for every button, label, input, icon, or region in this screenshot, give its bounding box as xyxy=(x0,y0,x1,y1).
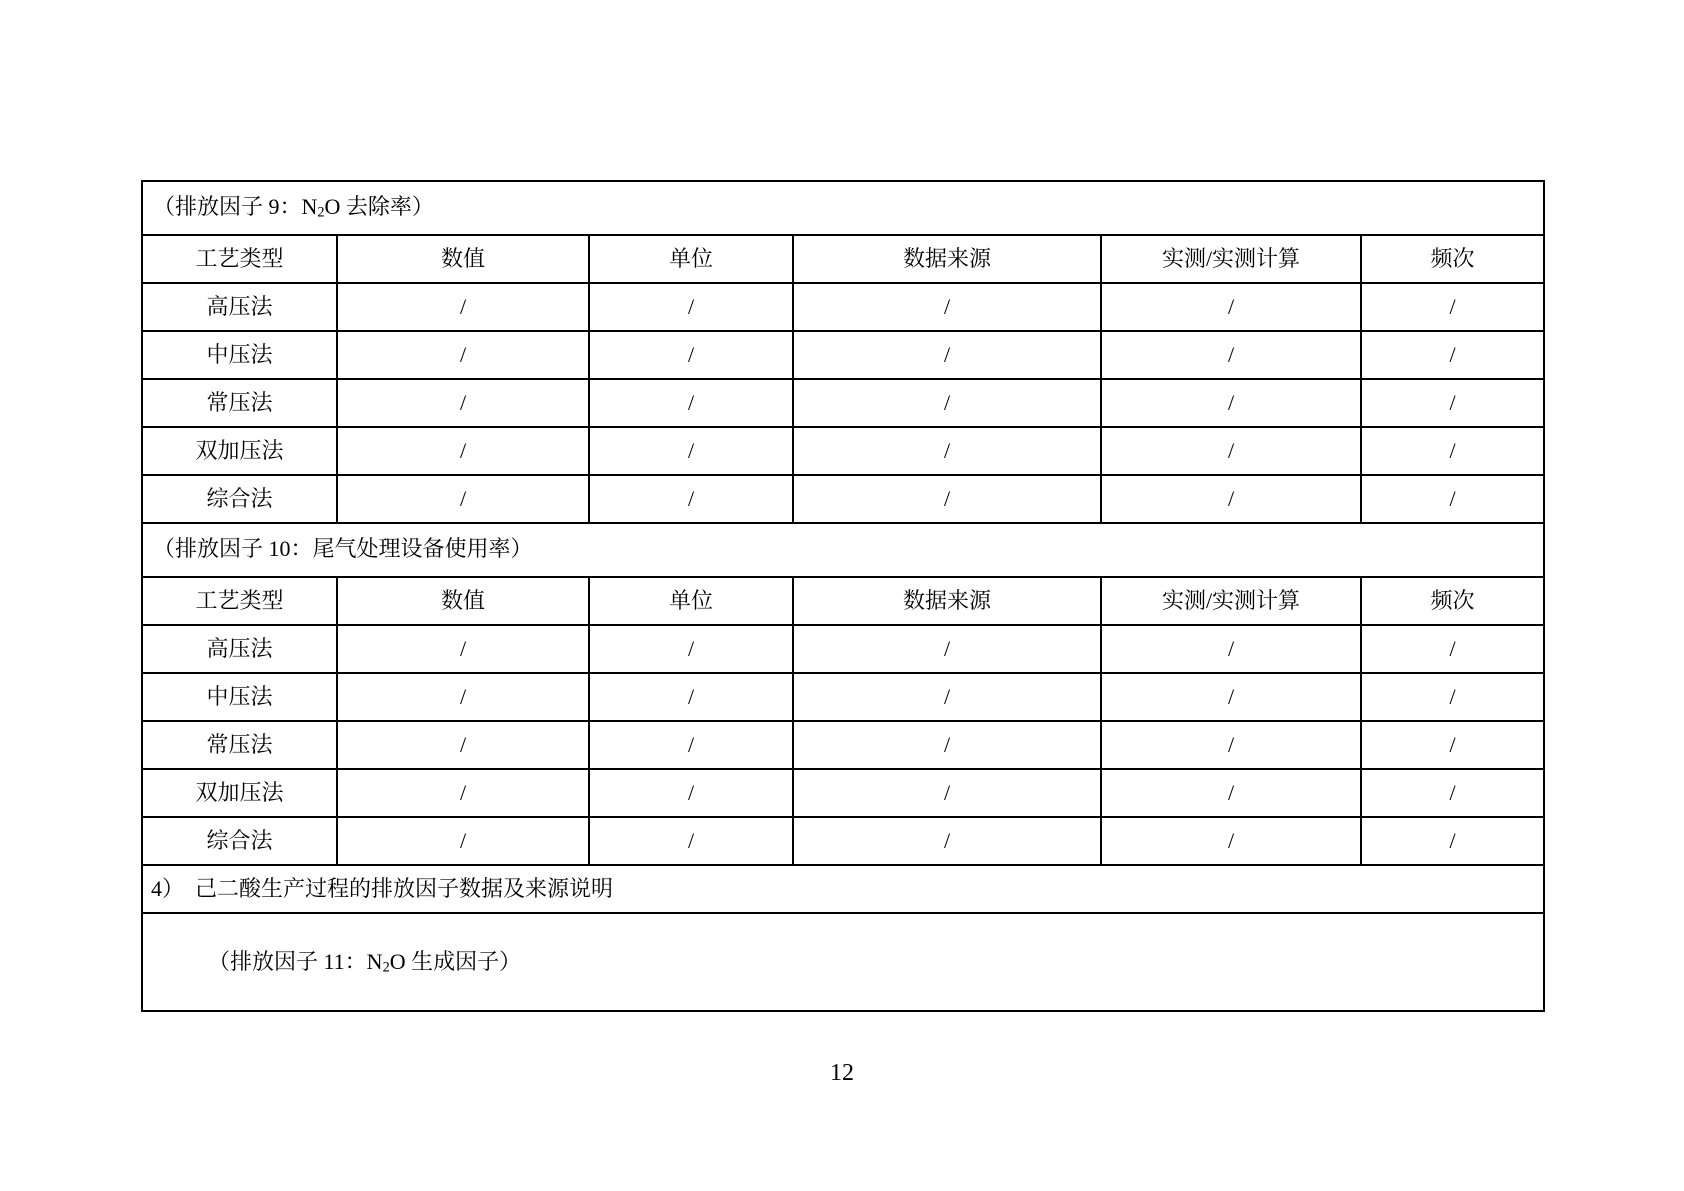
value-cell: / xyxy=(1361,331,1544,379)
column-header: 数值 xyxy=(337,577,589,625)
static-table-sections xyxy=(142,865,1544,1011)
header-row-0 xyxy=(142,235,1544,283)
value-cell: / xyxy=(589,673,793,721)
column-header: 单位 xyxy=(589,577,793,625)
process-type-label: 常压法 xyxy=(142,721,337,769)
value-cell: / xyxy=(1361,427,1544,475)
value-cell: / xyxy=(337,427,589,475)
value-cell: / xyxy=(1361,379,1544,427)
emission-factor-table xyxy=(141,180,1545,1012)
table-row xyxy=(142,475,1544,523)
title-prefix: （排放因子 9：N xyxy=(153,194,318,220)
table-row xyxy=(142,379,1544,427)
process-type-label: 中压法 xyxy=(142,673,337,721)
title-prefix: （排放因子 10：尾气处理设备使用率） xyxy=(153,536,533,562)
value-cell: / xyxy=(337,331,589,379)
title-suffix: O 生成因子） xyxy=(389,948,522,974)
value-cell: / xyxy=(337,769,589,817)
section-title-1 xyxy=(142,523,1544,577)
column-header: 实测/实测计算 xyxy=(1101,235,1361,283)
value-cell: / xyxy=(1101,379,1361,427)
column-header: 实测/实测计算 xyxy=(1101,577,1361,625)
column-header: 数值 xyxy=(337,235,589,283)
value-cell: / xyxy=(1361,721,1544,769)
column-header: 数据来源 xyxy=(793,235,1101,283)
value-cell: / xyxy=(1361,283,1544,331)
title-subscript: 2 xyxy=(382,959,390,976)
column-header: 单位 xyxy=(589,235,793,283)
process-type-label: 中压法 xyxy=(142,331,337,379)
value-cell: / xyxy=(337,379,589,427)
value-cell: / xyxy=(589,283,793,331)
section-title-row-factor-11 xyxy=(142,913,1544,1011)
value-cell: / xyxy=(1361,817,1544,865)
value-cell: / xyxy=(793,475,1101,523)
value-cell: / xyxy=(337,475,589,523)
value-cell: / xyxy=(1101,427,1361,475)
process-type-label: 高压法 xyxy=(142,625,337,673)
value-cell: / xyxy=(793,427,1101,475)
value-cell: / xyxy=(1101,331,1361,379)
table-row xyxy=(142,427,1544,475)
section-title-row-0 xyxy=(142,181,1544,235)
value-cell: / xyxy=(1101,673,1361,721)
process-type-label: 综合法 xyxy=(142,817,337,865)
title-subscript: 2 xyxy=(317,204,325,221)
table-row xyxy=(142,721,1544,769)
process-type-label: 双加压法 xyxy=(142,769,337,817)
column-header: 数据来源 xyxy=(793,577,1101,625)
adipic-acid-note-row xyxy=(142,865,1544,913)
value-cell: / xyxy=(589,331,793,379)
column-header: 工艺类型 xyxy=(142,577,337,625)
table-row xyxy=(142,769,1544,817)
table-row xyxy=(142,673,1544,721)
value-cell: / xyxy=(1101,769,1361,817)
page-number: 12 xyxy=(830,1060,854,1086)
process-type-label: 双加压法 xyxy=(142,427,337,475)
value-cell: / xyxy=(589,769,793,817)
section-title-row-1 xyxy=(142,523,1544,577)
table-row xyxy=(142,625,1544,673)
title-suffix: O 去除率） xyxy=(324,194,434,220)
value-cell: / xyxy=(793,721,1101,769)
value-cell: / xyxy=(1101,721,1361,769)
value-cell: / xyxy=(1361,769,1544,817)
value-cell: / xyxy=(1101,817,1361,865)
generated-table-sections xyxy=(142,181,1544,865)
column-header: 频次 xyxy=(1361,577,1544,625)
value-cell: / xyxy=(1361,673,1544,721)
title-prefix: （排放因子 11：N xyxy=(208,948,383,974)
column-header: 工艺类型 xyxy=(142,235,337,283)
process-type-label: 常压法 xyxy=(142,379,337,427)
value-cell: / xyxy=(1361,475,1544,523)
value-cell: / xyxy=(1101,283,1361,331)
process-type-label: 高压法 xyxy=(142,283,337,331)
value-cell: / xyxy=(589,817,793,865)
table-row xyxy=(142,283,1544,331)
table-row xyxy=(142,817,1544,865)
value-cell: / xyxy=(589,475,793,523)
value-cell: / xyxy=(1101,625,1361,673)
section-title-factor-11 xyxy=(142,913,1544,1011)
value-cell: / xyxy=(793,283,1101,331)
value-cell: / xyxy=(337,625,589,673)
value-cell: / xyxy=(337,283,589,331)
header-row-1 xyxy=(142,577,1544,625)
value-cell: / xyxy=(1101,475,1361,523)
value-cell: / xyxy=(793,331,1101,379)
value-cell: / xyxy=(793,673,1101,721)
column-header: 频次 xyxy=(1361,235,1544,283)
value-cell: / xyxy=(793,817,1101,865)
value-cell: / xyxy=(1361,625,1544,673)
adipic-acid-note-text: 4） 己二酸生产过程的排放因子数据及来源说明 xyxy=(142,865,1544,913)
section-title-0 xyxy=(142,181,1544,235)
value-cell: / xyxy=(589,427,793,475)
value-cell: / xyxy=(589,625,793,673)
value-cell: / xyxy=(793,625,1101,673)
value-cell: / xyxy=(793,769,1101,817)
value-cell: / xyxy=(793,379,1101,427)
value-cell: / xyxy=(337,673,589,721)
process-type-label: 综合法 xyxy=(142,475,337,523)
value-cell: / xyxy=(589,721,793,769)
value-cell: / xyxy=(589,379,793,427)
value-cell: / xyxy=(337,817,589,865)
value-cell: / xyxy=(337,721,589,769)
table-row xyxy=(142,331,1544,379)
